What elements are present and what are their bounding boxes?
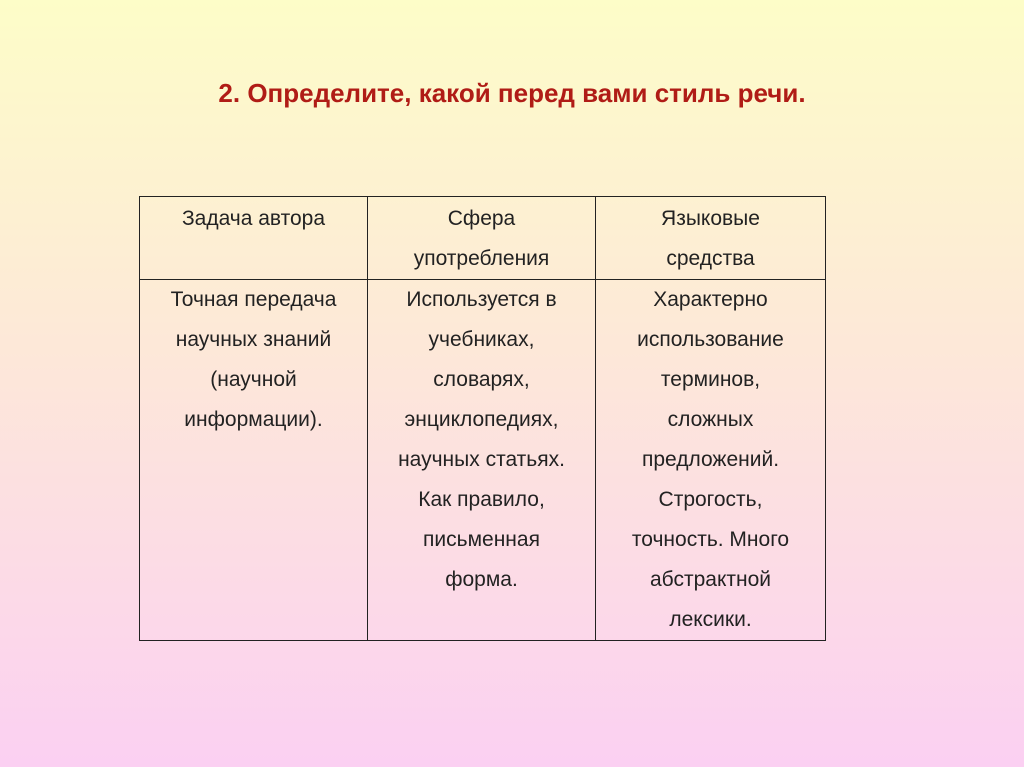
header-language-means: Языковые средства — [596, 197, 826, 280]
table-header-row — [140, 197, 826, 280]
cell-author-task: Точная передача научных знаний (научной информации). — [140, 280, 368, 641]
header-usage-sphere: Сфера употребления — [368, 197, 596, 280]
slide-title: 2. Определите, какой перед вами стиль речи. — [218, 78, 806, 108]
table-row — [140, 280, 826, 641]
style-table — [139, 196, 826, 641]
cell-language-means: Характерно использование терминов, сложных предложений. Строгость, точность. Много абстрактной лексики. — [596, 280, 826, 641]
header-author-task: Задача автора — [140, 197, 368, 280]
cell-usage-sphere: Используется в учебниках, словарях, энциклопедиях, научных статьях. Как правило, письменная форма. — [368, 280, 596, 641]
